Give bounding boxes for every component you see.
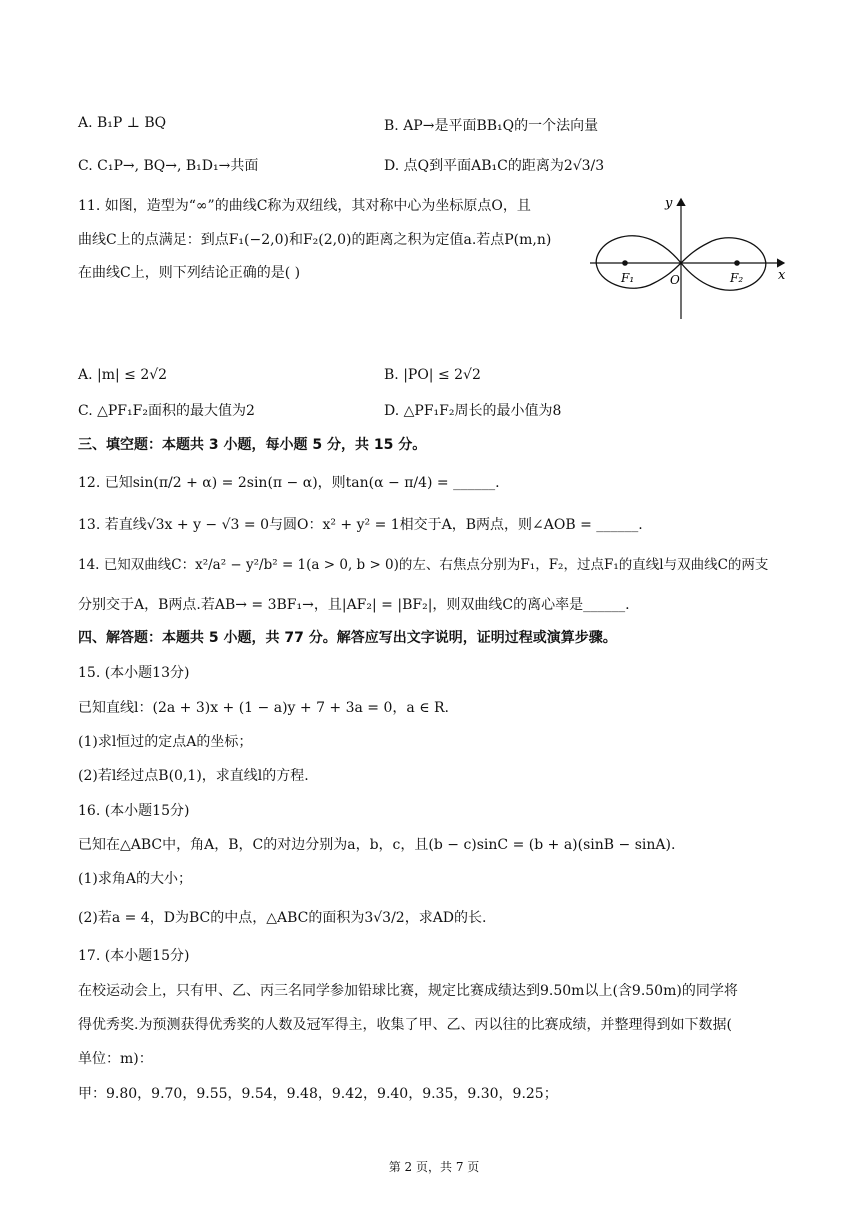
q11-stem-line3: 在曲线C上，则下列结论正确的是( ) (78, 265, 301, 281)
y-axis-label: y (665, 196, 673, 211)
q17-stem-line3: 单位：m)： (78, 1051, 153, 1067)
q15-part2: (2)若l经过点B(0,1)，求直线l的方程. (78, 768, 309, 784)
q12: 12. 已知sin(π/2 + α) = 2sin(π − α)，则tan(α − π/4) = ______. (78, 475, 500, 491)
q16-part1: (1)求角A的大小； (78, 871, 192, 887)
q10-option-b: B. AP→是平面BB₁Q的一个法向量 (384, 118, 599, 134)
q11-option-d: D. △PF₁F₂周长的最小值为8 (384, 403, 562, 419)
f1-label: F₁ (621, 271, 635, 285)
q14-line1: 14. 已知双曲线C：x²/a² − y²/b² = 1(a > 0, b > 0)的左、右焦点分别为F₁，F₂，过点F₁的直线l与双曲线C的两支 (78, 557, 769, 573)
section3-heading: 三、填空题：本题共 3 小题，每小题 5 分，共 15 分。 (78, 437, 427, 453)
origin-label: O (670, 273, 680, 287)
q11-stem-line2: 曲线C上的点满足：到点F₁(−2,0)和F₂(2,0)的距离之积为定值a.若点P(m,n) (78, 232, 552, 248)
q10-option-d: D. 点Q到平面AB₁C的距离为2√3/3 (384, 158, 605, 174)
q11-stem-line1: 11. 如图，造型为“∞”的曲线C称为双纽线，其对称中心为坐标原点O，且 (78, 198, 531, 214)
f2-label: F₂ (730, 271, 744, 285)
q17-stem-line1: 在校运动会上，只有甲、乙、丙三名同学参加铅球比赛，规定比赛成绩达到9.50m以上(含9.50m)的同学将 (78, 983, 738, 999)
q14-line2: 分别交于A，B两点.若AB→ = 3BF₁→，且|AF₂| = |BF₂|，则双曲线C的离心率是______. (78, 597, 630, 613)
f2-point (734, 260, 740, 266)
q15-heading: 15. (本小题13分) (78, 665, 190, 681)
q15-part1: (1)求l恒过的定点A的坐标； (78, 734, 253, 750)
q10-option-a: A. B₁P ⊥ BQ (78, 115, 167, 131)
q17-data-jia: 甲：9.80，9.70，9.55，9.54，9.48，9.42，9.40，9.35，9.30，9.25； (78, 1086, 558, 1102)
q16-part2: (2)若a = 4，D为BC的中点，△ABC的面积为3√3/2，求AD的长. (78, 910, 487, 926)
q10-option-c: C. C₁P→, BQ→, B₁D₁→共面 (78, 158, 259, 174)
q16-stem: 已知在△ABC中，角A，B，C的对边分别为a，b，c，且(b − c)sinC = (b + a)(sinB − sinA). (78, 837, 676, 853)
q15-stem: 已知直线l：(2a + 3)x + (1 − a)y + 7 + 3a = 0，a ∈ R. (78, 700, 449, 716)
lemniscate-figure (588, 193, 792, 323)
page-footer: 第 2 页，共 7 页 (388, 1160, 480, 1174)
f1-point (622, 260, 628, 266)
q11-option-a: A. |m| ≤ 2√2 (78, 367, 168, 383)
section4-heading: 四、解答题：本题共 5 小题，共 77 分。解答应写出文字说明，证明过程或演算步骤。 (78, 630, 617, 646)
q13: 13. 若直线√3x + y − √3 = 0与圆O：x² + y² = 1相交于A，B两点，则∠AOB = ______. (78, 517, 643, 533)
x-axis-label: x (778, 268, 786, 283)
q11-option-c: C. △PF₁F₂面积的最大值为2 (78, 403, 255, 419)
q17-stem-line2: 得优秀奖.为预测获得优秀奖的人数及冠军得主，收集了甲、乙、丙以往的比赛成绩，并整理得到如下数据( (78, 1017, 732, 1033)
q17-heading: 17. (本小题15分) (78, 948, 190, 964)
q16-heading: 16. (本小题15分) (78, 803, 190, 819)
q11-option-b: B. |PO| ≤ 2√2 (384, 367, 481, 383)
